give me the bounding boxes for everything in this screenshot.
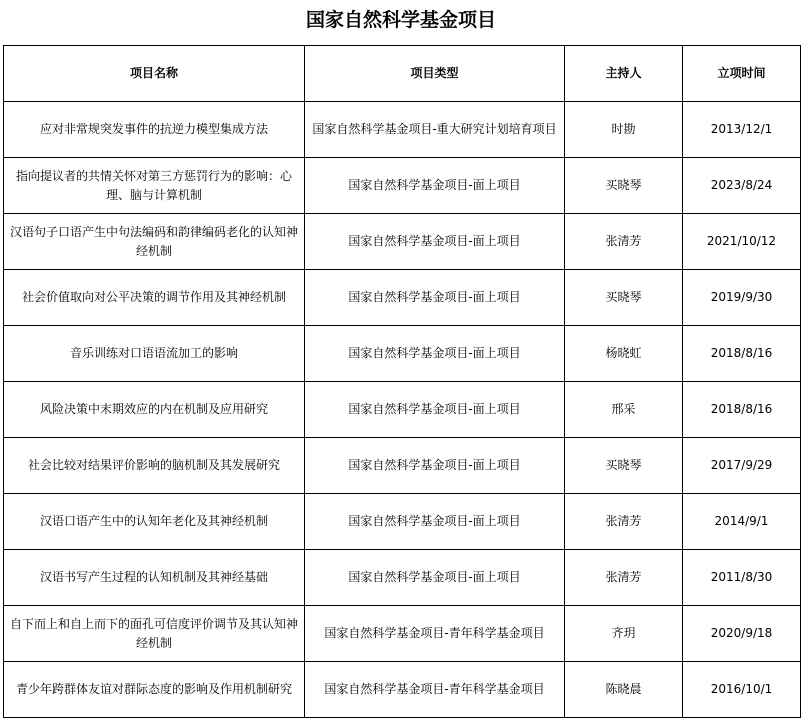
cell-project-type: 国家自然科学基金项目-面上项目: [305, 270, 565, 326]
cell-date: 2013/12/1: [683, 102, 801, 158]
cell-host: 张清芳: [565, 214, 683, 270]
cell-date: 2020/9/18: [683, 606, 801, 662]
cell-date: 2021/10/12: [683, 214, 801, 270]
cell-host: 买晓琴: [565, 270, 683, 326]
cell-project-name: 应对非常规突发事件的抗逆力模型集成方法: [4, 102, 305, 158]
cell-date: 2018/8/16: [683, 326, 801, 382]
cell-date: 2023/8/24: [683, 158, 801, 214]
header-project-type: 项目类型: [305, 46, 565, 102]
table-row: [4, 662, 801, 718]
cell-project-type: 国家自然科学基金项目-青年科学基金项目: [305, 606, 565, 662]
header-date: 立项时间: [683, 46, 801, 102]
table-row: [4, 270, 801, 326]
cell-project-name: 汉语口语产生中的认知年老化及其神经机制: [4, 494, 305, 550]
cell-host: 买晓琴: [565, 438, 683, 494]
cell-date: 2016/10/1: [683, 662, 801, 718]
cell-project-name: 自下而上和自上而下的面孔可信度评价调节及其认知神经机制: [4, 606, 305, 662]
cell-project-type: 国家自然科学基金项目-面上项目: [305, 550, 565, 606]
cell-host: 齐玥: [565, 606, 683, 662]
cell-host: 张清芳: [565, 550, 683, 606]
cell-project-name: 汉语句子口语产生中句法编码和韵律编码老化的认知神经机制: [4, 214, 305, 270]
cell-host: 陈晓晨: [565, 662, 683, 718]
cell-date: 2014/9/1: [683, 494, 801, 550]
project-table: [3, 45, 801, 718]
cell-host: 邢采: [565, 382, 683, 438]
table-row: [4, 102, 801, 158]
header-project-name: 项目名称: [4, 46, 305, 102]
cell-project-name: 指向提议者的共情关怀对第三方惩罚行为的影响：心理、脑与计算机制: [4, 158, 305, 214]
table-row: [4, 214, 801, 270]
table-row: [4, 326, 801, 382]
cell-project-type: 国家自然科学基金项目-面上项目: [305, 438, 565, 494]
cell-project-name: 风险决策中末期效应的内在机制及应用研究: [4, 382, 305, 438]
header-host: 主持人: [565, 46, 683, 102]
table-row: [4, 382, 801, 438]
cell-host: 买晓琴: [565, 158, 683, 214]
table-row: [4, 494, 801, 550]
cell-host: 时勘: [565, 102, 683, 158]
cell-project-type: 国家自然科学基金项目-面上项目: [305, 494, 565, 550]
cell-host: 杨晓虹: [565, 326, 683, 382]
table-row: [4, 438, 801, 494]
cell-project-name: 音乐训练对口语语流加工的影响: [4, 326, 305, 382]
cell-project-type: 国家自然科学基金项目-面上项目: [305, 326, 565, 382]
cell-project-type: 国家自然科学基金项目-青年科学基金项目: [305, 662, 565, 718]
cell-project-type: 国家自然科学基金项目-面上项目: [305, 158, 565, 214]
table-header-row: [4, 46, 801, 102]
cell-project-name: 社会价值取向对公平决策的调节作用及其神经机制: [4, 270, 305, 326]
table-row: [4, 550, 801, 606]
cell-project-name: 社会比较对结果评价影响的脑机制及其发展研究: [4, 438, 305, 494]
cell-project-name: 青少年跨群体友谊对群际态度的影响及作用机制研究: [4, 662, 305, 718]
cell-project-type: 国家自然科学基金项目-重大研究计划培育项目: [305, 102, 565, 158]
table-row: [4, 158, 801, 214]
cell-project-name: 汉语书写产生过程的认知机制及其神经基础: [4, 550, 305, 606]
cell-project-type: 国家自然科学基金项目-面上项目: [305, 214, 565, 270]
table-row: [4, 606, 801, 662]
cell-date: 2018/8/16: [683, 382, 801, 438]
page-title: 国家自然科学基金项目: [305, 9, 496, 31]
cell-host: 张清芳: [565, 494, 683, 550]
cell-date: 2017/9/29: [683, 438, 801, 494]
cell-project-type: 国家自然科学基金项目-面上项目: [305, 382, 565, 438]
cell-date: 2011/8/30: [683, 550, 801, 606]
cell-date: 2019/9/30: [683, 270, 801, 326]
